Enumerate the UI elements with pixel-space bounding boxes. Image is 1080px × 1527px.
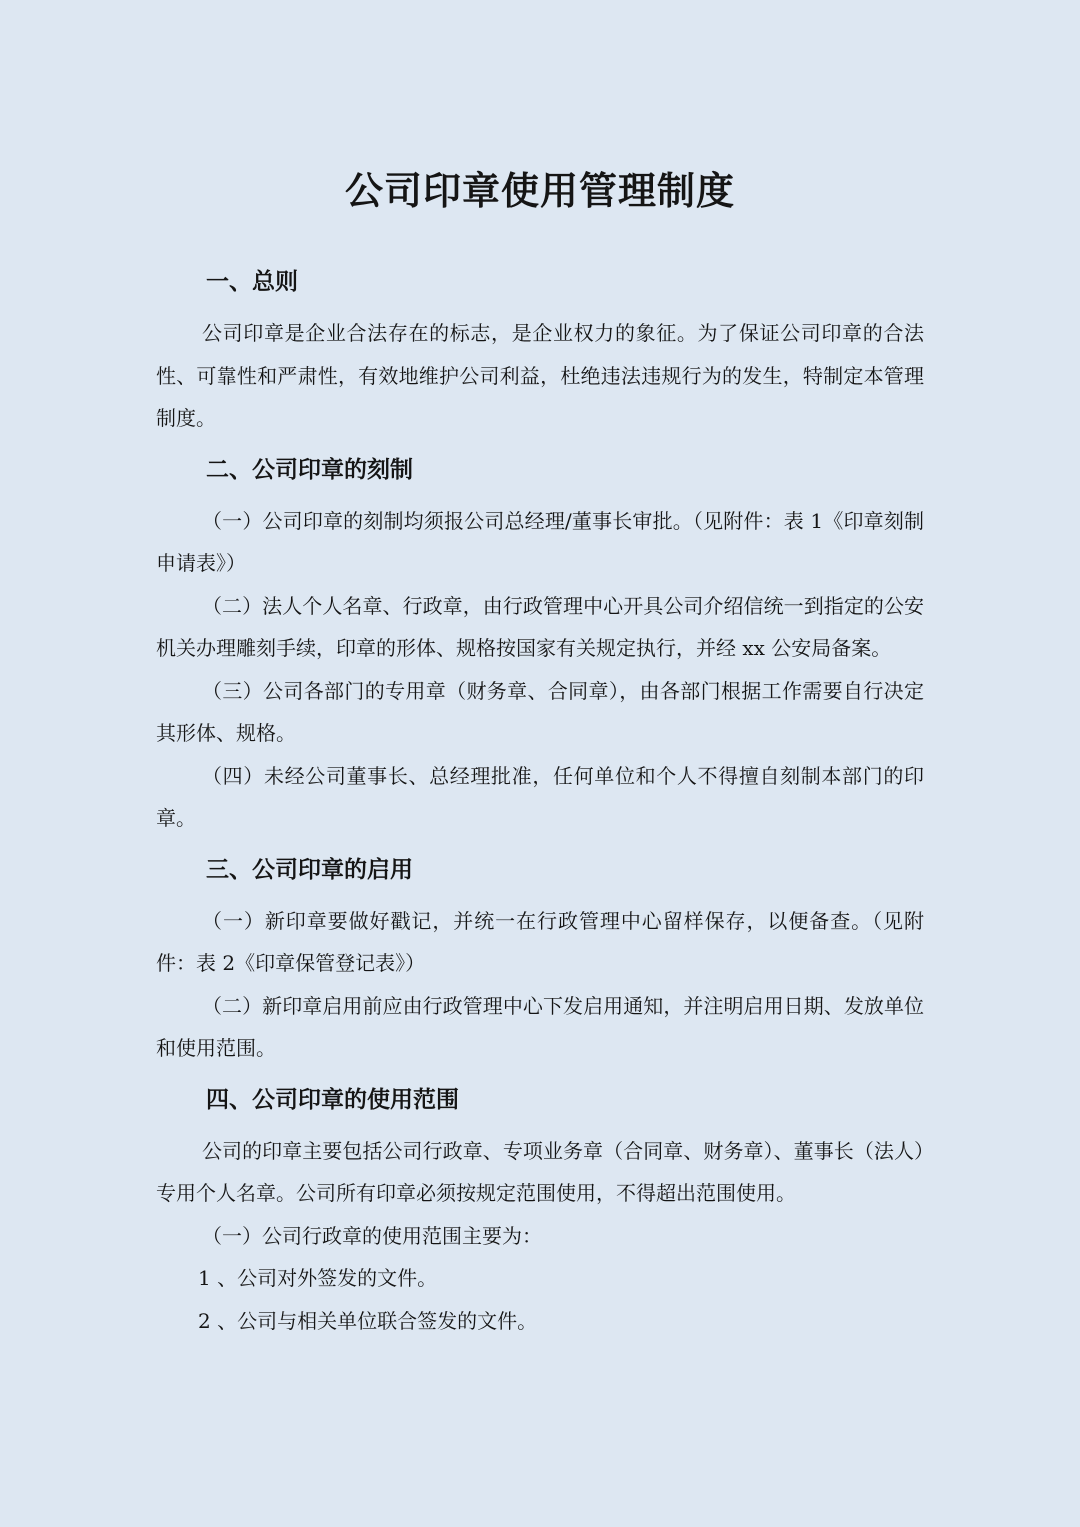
section-heading: 一、总则 xyxy=(206,269,298,295)
list-item: 2 、公司与相关单位联合签发的文件。 xyxy=(198,1308,538,1333)
section-heading: 二、公司印章的刻制 xyxy=(206,456,413,483)
section-seal-activation xyxy=(156,840,924,1070)
paragraph: （一）公司行政章的使用范围主要为： xyxy=(202,1223,542,1248)
section-seal-usage-scope xyxy=(156,1070,924,1343)
paragraph: （二）法人个人名章、行政章，由行政管理中心开具公司介绍信统一到指定的公安机关办理雕刻手续，印章的形体、规格按国家有关规定执行，并经 xx 公安局备案。 xyxy=(156,593,924,660)
section-heading: 四、公司印章的使用范围 xyxy=(206,1086,459,1113)
paragraph: 公司的印章主要包括公司行政章、专项业务章（合同章、财务章）、董事长（法人）专用个人名章。公司所有印章必须按规定范围使用，不得超出范围使用。 xyxy=(156,1138,924,1205)
document-body xyxy=(156,252,924,1342)
paragraph: （二）新印章启用前应由行政管理中心下发启用通知，并注明启用日期、发放单位和使用范围。 xyxy=(156,993,924,1060)
paragraph: （四）未经公司董事长、总经理批准，任何单位和个人不得擅自刻制本部门的印章。 xyxy=(156,763,924,830)
list-item: 1 、公司对外签发的文件。 xyxy=(198,1266,438,1290)
paragraph: （一）新印章要做好戳记，并统一在行政管理中心留样保存，以便备查。（见附件：表 2《印章保管登记表》） xyxy=(156,908,924,975)
document-title: 公司印章使用管理制度 xyxy=(344,169,735,213)
paragraph: 公司印章是企业合法存在的标志，是企业权力的象征。为了保证公司印章的合法性、可靠性和严肃性，有效地维护公司利益，杜绝违法违规行为的发生，特制定本管理制度。 xyxy=(156,321,924,430)
section-heading: 三、公司印章的启用 xyxy=(206,856,413,883)
paragraph: （三）公司各部门的专用章（财务章、合同章），由各部门根据工作需要自行决定其形体、规格。 xyxy=(156,678,924,745)
section-general xyxy=(156,252,924,440)
paragraph: （一）公司印章的刻制均须报公司总经理/董事长审批。（见附件：表 1《印章刻制申请表》） xyxy=(156,508,924,575)
section-seal-engraving xyxy=(156,440,924,840)
